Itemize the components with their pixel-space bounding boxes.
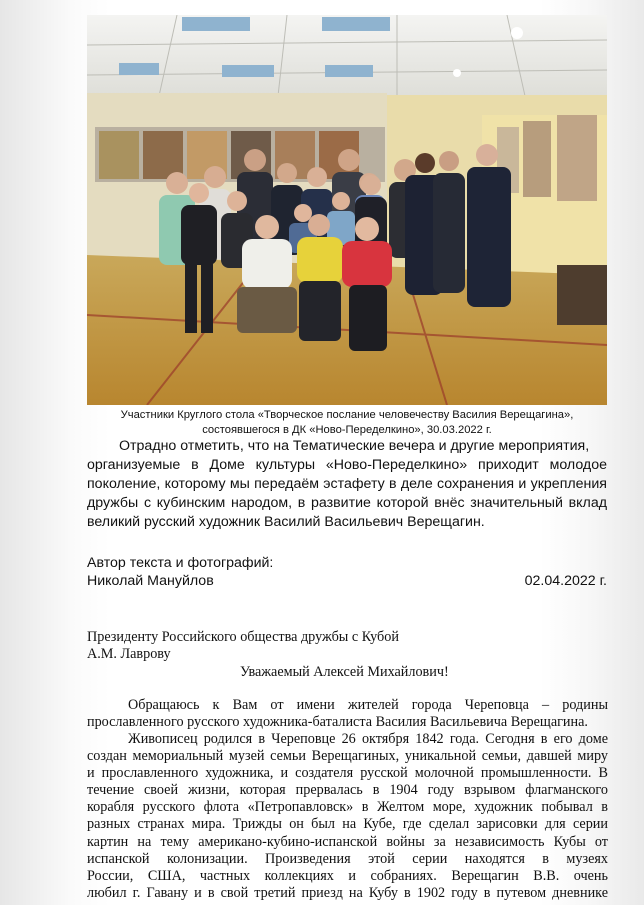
- letter-line: корабля русского флота «Петропавловск» в Желтом море, художник побывал в: [87, 799, 608, 816]
- author-label: Автор текста и фотографий:: [87, 555, 274, 571]
- article-line: великий русский художник Василий Васильевич Верещагин.: [87, 514, 485, 530]
- caption-line-2: состоявшегося в ДК «Ново-Переделкино», 30.03.2022 г.: [202, 424, 492, 436]
- letter-line: России, США, частных коллекциях и собраниях. Верещагин В.В. очень: [87, 867, 608, 884]
- letter-line: течение своей жизни, которая прервалась в 1904 году взрывом флагманского: [87, 782, 608, 799]
- article-line: поколение, которому мы передаём эстафету в деле сохранения и укрепления: [87, 476, 607, 492]
- article-line: организуемые в Доме культуры «Ново-Переделкино» приходит молодое: [87, 457, 607, 473]
- letter-line: создан мемориальный музей семьи Верещагиных, уникальной семьи, давшей миру: [87, 748, 608, 765]
- group-photo-illustration: [87, 15, 607, 405]
- article-line: Отрадно отметить, что на Тематические вечера и другие мероприятия,: [119, 438, 590, 454]
- article-line: дружбы с кубинским народом, в развитие которой внёс значительный вклад: [87, 495, 607, 511]
- letter-line: прославленного русского художника-баталиста Василия Васильевича Верещагина.: [87, 714, 588, 731]
- letter-line: и прославленного художника, и создателя русской молочной промышленности. В: [87, 765, 608, 782]
- author-date: 02.04.2022 г.: [524, 573, 607, 589]
- article-paragraph: [87, 437, 607, 532]
- letter-line: Обращаюсь к Вам от имени жителей города Череповца – родины: [128, 697, 608, 713]
- photo-caption: [87, 408, 607, 438]
- letter-line: разных странах мира. Трижды он был на Кубе, где сделал зарисовки для серии: [87, 816, 608, 833]
- letter-paragraph: [87, 697, 608, 731]
- letter-salutation: Уважаемый Алексей Михайлович!: [240, 664, 449, 680]
- letter-line: Живописец родился в Череповце 26 октября 1842 года. Сегодня в его доме: [128, 731, 608, 747]
- letter-paragraph: [87, 731, 608, 902]
- letter-line: картин на тему американо-кубино-испанской войны за независимость Кубы от: [87, 833, 608, 850]
- letter-addressee-line-2: А.М. Лаврову: [87, 646, 171, 662]
- caption-line-1: Участники Круглого стола «Творческое послание человечеству Василия Верещагина»,: [120, 409, 574, 421]
- group-photo: [87, 15, 607, 405]
- letter-addressee-line-1: Президенту Российского общества дружбы с Кубой: [87, 629, 399, 645]
- letter-line: любил г. Гавану и в свой третий приезд на Кубу в 1902 году в путевом дневнике: [87, 884, 608, 901]
- letter-line: испанской колонизации. Произведения этой серии находятся в музеях: [87, 850, 608, 867]
- author-name: Николай Мануйлов: [87, 573, 214, 589]
